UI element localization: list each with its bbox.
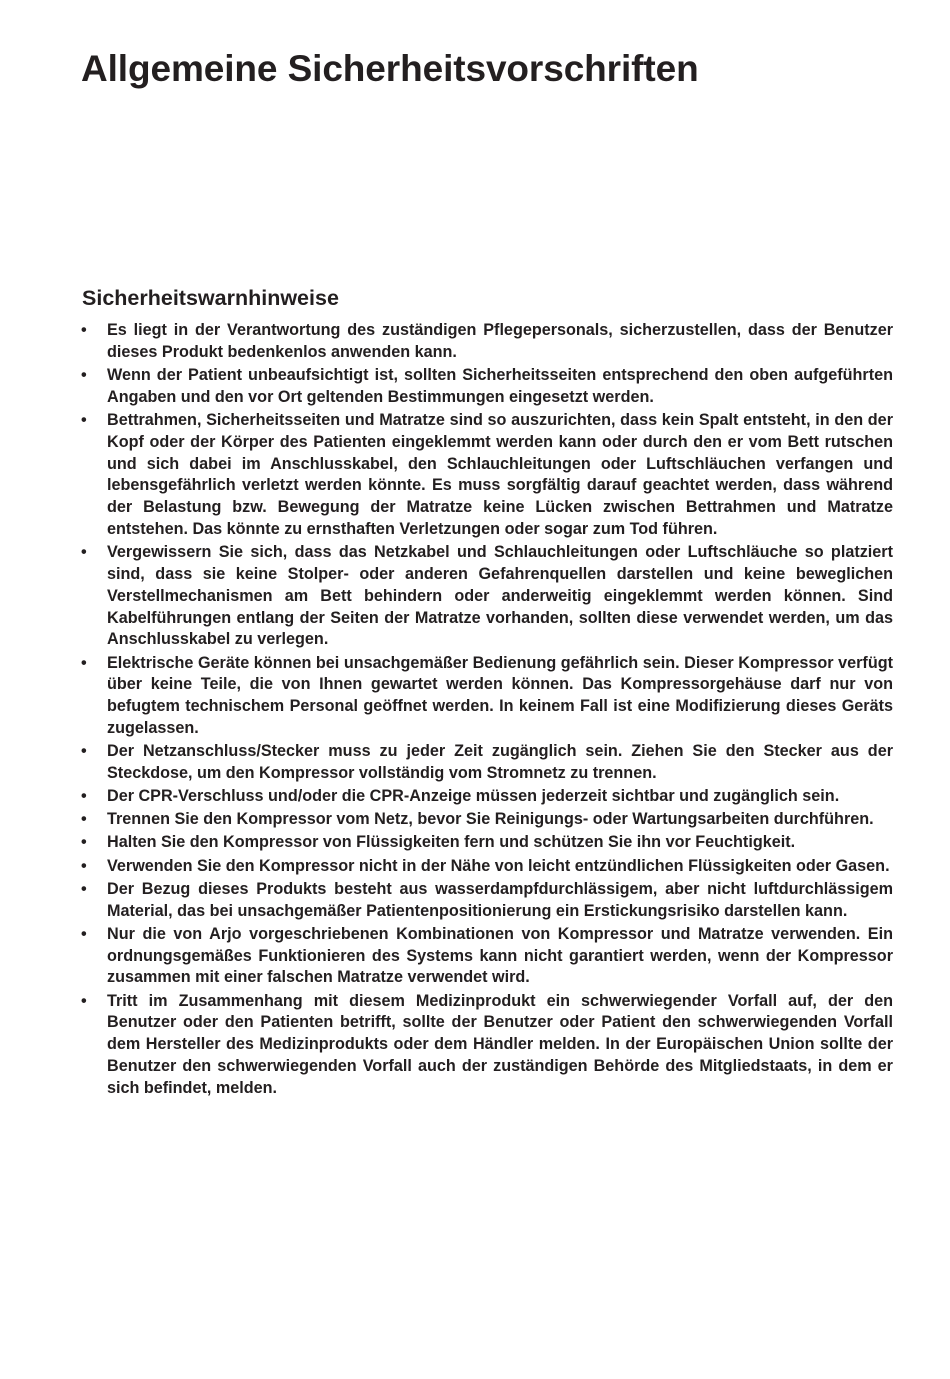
bullet-marker: •: [81, 365, 87, 384]
bullet-marker: •: [81, 856, 87, 875]
bullet-marker: •: [81, 924, 87, 943]
warning-item: [81, 410, 893, 541]
warning-text: Bettrahmen, Sicherheitsseiten und Matratze sind so auszurichten, dass kein Spalt entsteht, in den der Kopf oder der Körper des Patienten eingeklemmt werden kann oder durch den er vom Bett rutschen und sich dabei im Anschlusskabel, den Schlauchleitungen oder Luftschläuchen verfangen und lebensgefährlich verletzt werden könnte. Es muss sorgfältig darauf geachtet werden, dass während der Belastung bzw. Bewegung der Matratze keine Lücken zwischen Bettrahmen und Matratze entstehen. Das könnte zu ernsthaften Verletzungen oder sogar zum Tod führen.: [107, 410, 893, 538]
warning-item: [81, 741, 893, 785]
bullet-marker: •: [81, 543, 87, 562]
bullet-marker: •: [81, 410, 87, 429]
warning-list: [81, 320, 893, 1100]
warning-text: Wenn der Patient unbeaufsichtigt ist, sollten Sicherheitsseiten entsprechend den oben aufgeführten Angaben und den vor Ort geltenden Bestimmungen eingesetzt werden.: [107, 365, 893, 406]
warning-text: Elektrische Geräte können bei unsachgemäßer Bedienung gefährlich sein. Dieser Kompressor verfügt über keine Teile, die von Ihnen gewartet werden können. Das Kompressorgehäuse darf nur von befugtem technischem Personal geöffnet werden. In keinem Fall ist eine Modifizierung dieses Geräts zugelassen.: [107, 653, 893, 737]
safety-warnings-section: [81, 284, 893, 1101]
warning-item: [81, 809, 893, 831]
warning-text: Verwenden Sie den Kompressor nicht in der Nähe von leicht entzündlichen Flüssigkeiten oder Gasen.: [107, 856, 890, 875]
bullet-marker: •: [81, 787, 87, 806]
warning-text: Nur die von Arjo vorgeschriebenen Kombinationen von Kompressor und Matratze verwenden. Ein ordnungsgemäßes Funktionieren des Systems kann nicht garantiert werden, wenn der Kompressor zusammen mit einer falschen Matratze verwendet wird.: [107, 924, 893, 987]
warning-text: Halten Sie den Kompressor von Flüssigkeiten fern und schützen Sie ihn vor Feuchtigkeit.: [107, 833, 796, 852]
bullet-marker: •: [81, 879, 87, 898]
bullet-marker: •: [81, 810, 87, 829]
warning-text: Tritt im Zusammenhang mit diesem Medizinprodukt ein schwerwiegender Vorfall auf, der den Benutzer oder den Patienten betrifft, sollte der Benutzer oder Patient den schwerwiegenden Vorfall dem Hersteller des Medizinprodukts oder dem Händler melden. In der Europäischen Union sollte der Benutzer den schwerwiegenden Vorfall auch der zuständigen Behörde des Mitgliedstaats, in dem er sich befindet, melden.: [107, 991, 893, 1097]
bullet-marker: •: [81, 653, 87, 672]
bullet-marker: •: [81, 742, 87, 761]
bullet-marker: •: [81, 833, 87, 852]
warning-item: [81, 653, 893, 740]
warning-item: [81, 320, 893, 364]
warning-item: [81, 879, 893, 923]
page-title: Allgemeine Sicherheitsvorschriften: [81, 48, 699, 89]
warning-item: [81, 542, 893, 651]
warning-text: Der Netzanschluss/Stecker muss zu jeder Zeit zugänglich sein. Ziehen Sie den Stecker aus der Steckdose, um den Kompressor vollständig vom Stromnetz zu trennen.: [107, 742, 893, 782]
section-heading: Sicherheitswarnhinweise: [82, 286, 339, 310]
warning-text: Es liegt in der Verantwortung des zuständigen Pflegepersonals, sicherzustellen, dass der Benutzer dieses Produkt bedenkenlos anwenden kann.: [107, 321, 893, 361]
warning-item: [81, 856, 893, 878]
warning-text: Trennen Sie den Kompressor vom Netz, bevor Sie Reinigungs- oder Wartungsarbeiten durchführen.: [107, 810, 874, 829]
warning-item: [81, 924, 893, 989]
warning-text: Der Bezug dieses Produkts besteht aus wasserdampfdurchlässigem, aber nicht luftdurchlässigem Material, das bei unsachgemäßer Patientenpositionierung ein Erstickungsrisiko darstellen kann.: [107, 879, 893, 920]
warning-text: Vergewissern Sie sich, dass das Netzkabel und Schlauchleitungen oder Luftschläuche so platziert sind, dass sie keine Stolper- oder anderen Gefahrenquellen darstellen und keine beweglichen Verstellmechanismen am Bett behindern oder anderweitig eingeklemmt werden können. Sind Kabelführungen entlang der Seiten der Matratze vorhanden, sollten diese verwendet werden, um das Anschlusskabel zu verlegen.: [107, 543, 893, 649]
warning-item: [81, 991, 893, 1100]
bullet-marker: •: [81, 321, 87, 339]
warning-item: [81, 365, 893, 409]
warning-item: [81, 786, 893, 808]
bullet-marker: •: [81, 991, 87, 1010]
warning-text: Der CPR-Verschluss und/oder die CPR-Anzeige müssen jederzeit sichtbar und zugänglich sein.: [107, 787, 840, 806]
warning-item: [81, 832, 893, 854]
